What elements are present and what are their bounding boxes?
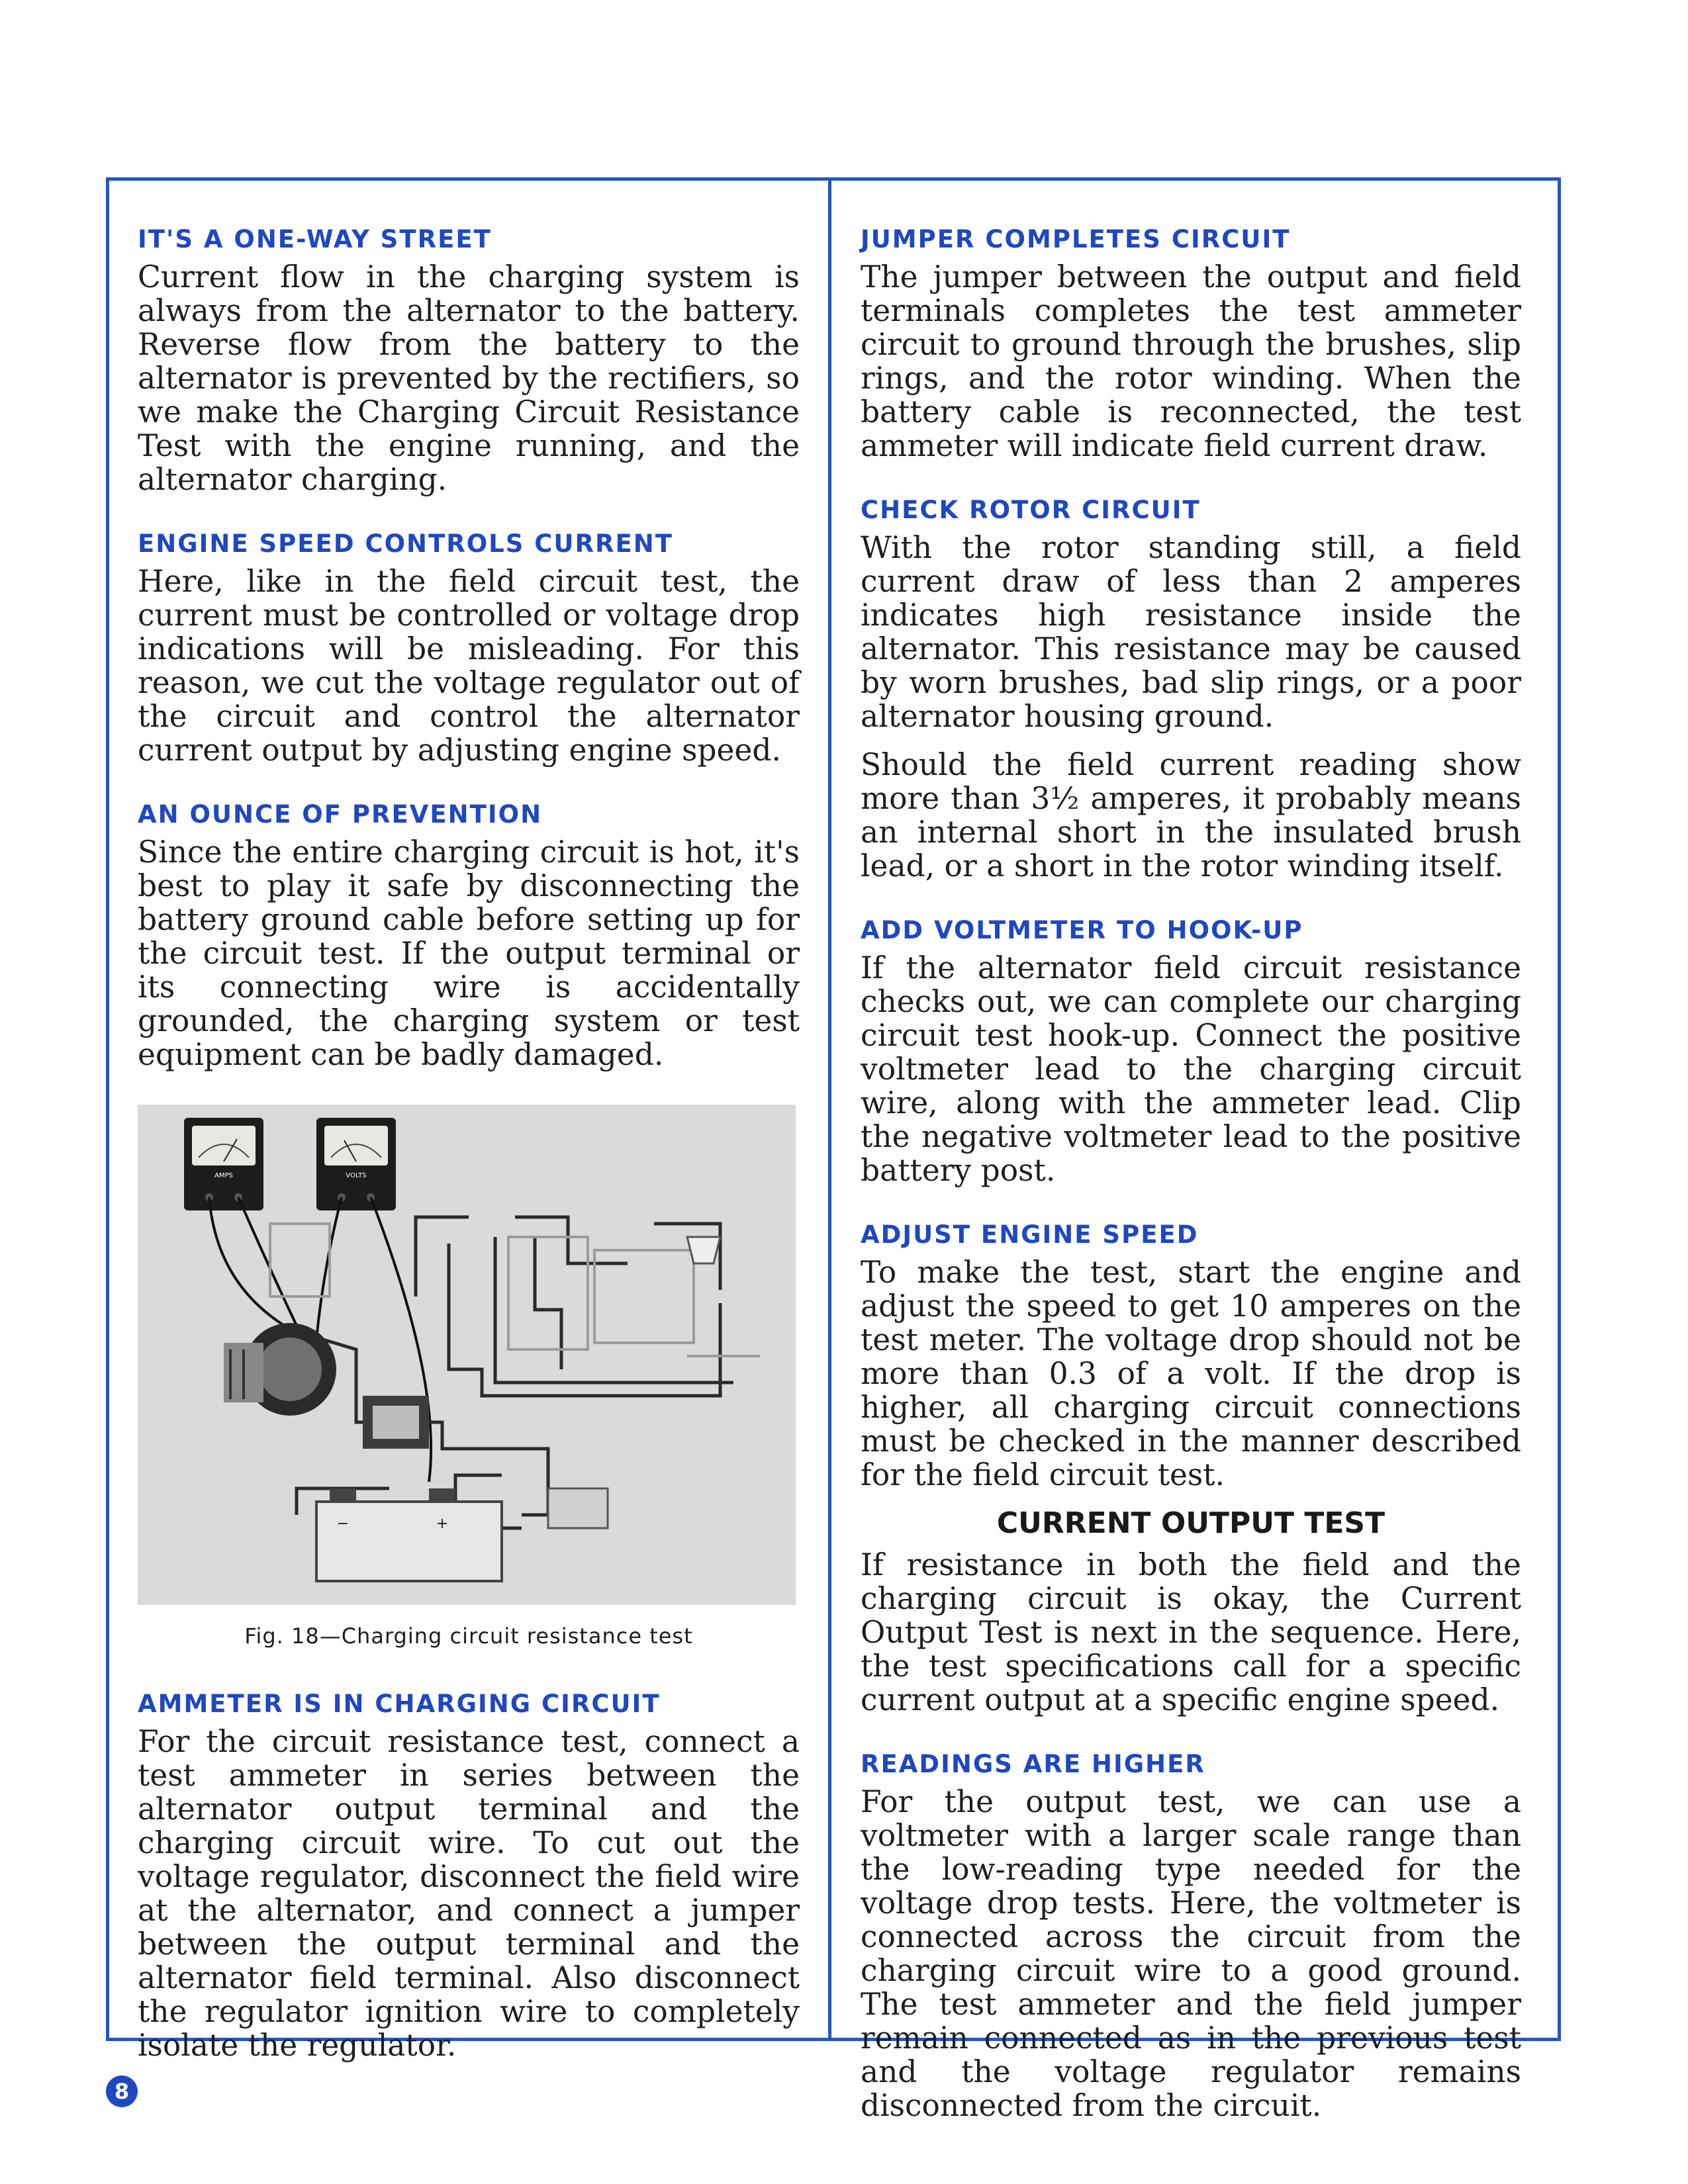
section-paragraph: Should the field current reading show more than 3½ amperes, it probably means an internal short in the insulated brush lead, or a short in the rotor winding itself.	[861, 747, 1521, 884]
section-adjust-engine-speed	[861, 1220, 1521, 1492]
page-number-badge: 8	[106, 2075, 138, 2107]
section-paragraph: Here, like in the field circuit test, the current must be controlled or voltage drop indications will be misleading. For this reason, we cut the voltage regulator out of the circuit and control the alternator current output by adjusting engine speed.	[138, 564, 800, 768]
right-column	[861, 225, 1521, 2156]
section-heading: ENGINE SPEED CONTROLS CURRENT	[138, 529, 673, 558]
section-add-voltmeter	[861, 916, 1521, 1187]
section-paragraph: For the output test, we can use a voltmeter with a larger scale range than the low-reading type needed for the voltage drop tests. Here, the voltmeter is connected across the circuit from the charging circuit wire to a good ground. The test ammeter and the field jumper remain connected as in the previous test and the voltage regulator remains disconnected from the circuit.	[861, 1784, 1521, 2123]
section-paragraph: If resistance in both the field and the charging circuit is okay, the Current Output Test is next in the sequence. Here, the test specifications call for a specific current output at a specific engine speed.	[861, 1547, 1521, 1717]
section-heading: AMMETER IS IN CHARGING CIRCUIT	[138, 1690, 661, 1718]
section-paragraph: If the alternator field circuit resistance checks out, we can complete our charging circuit test hook-up. Connect the positive voltmeter lead to the charging circuit wire, along with the ammeter lead. Clip the negative voltmeter lead to the positive battery post.	[861, 950, 1521, 1188]
section-paragraph: Current flow in the charging system is always from the alternator to the battery. Reverse flow from the battery to the alternator is prevented by the rectifiers, so we make the Charging Circuit Resistance Test with the engine running, and the alternator charging.	[138, 259, 800, 497]
section-paragraph: To make the test, start the engine and adjust the speed to get 10 amperes on the test meter. The voltage drop should not be more than 0.3 of a volt. If the drop is higher, all charging circuit connections must be checked in the manner described for the field circuit test.	[861, 1255, 1521, 1492]
section-heading: CHECK ROTOR CIRCUIT	[861, 496, 1201, 524]
voltage-regulator	[363, 1396, 429, 1449]
center-heading: CURRENT OUTPUT TEST	[996, 1506, 1385, 1540]
section-heading: IT'S A ONE-WAY STREET	[138, 225, 492, 253]
section-heading: ADJUST ENGINE SPEED	[861, 1220, 1199, 1249]
section-heading: READINGS ARE HIGHER	[861, 1750, 1205, 1778]
section-engine-speed	[138, 529, 800, 767]
column-divider	[828, 177, 831, 2041]
section-heading: ADD VOLTMETER TO HOOK-UP	[861, 916, 1303, 944]
section-paragraph: For the circuit resistance test, connect a test ammeter in series between the alternator output terminal and the charging circuit wire. To cut out the voltage regulator, disconnect the field wire at the alternator, and connect a jumper between the output terminal and the alternator field terminal. Also disconnect the regulator ignition wire to completely isolate the regulator.	[138, 1724, 800, 2063]
section-ammeter-in-circuit	[138, 1690, 800, 2062]
harness-wires	[290, 1217, 733, 1528]
ammeter-meter	[184, 1118, 263, 1210]
section-ounce-of-prevention	[138, 800, 800, 1071]
engine-frame	[270, 1224, 760, 1356]
ammeter-label: AMPS	[214, 1172, 233, 1179]
section-paragraph: The jumper between the output and field terminals completes the test ammeter circuit to ground through the brushes, slip rings, and the rotor winding. When the battery cable is reconnected, the test ammeter will indicate field current draw.	[861, 259, 1521, 463]
section-paragraph: Since the entire charging circuit is hot, it's best to play it safe by disconnecting the battery ground cable before setting up for the circuit test. If the output terminal or its connecting wire is accidentally grounded, the charging system or test equipment can be badly damaged.	[138, 835, 800, 1072]
section-current-output-test	[861, 1506, 1521, 1717]
voltmeter-label: VOLTS	[346, 1172, 367, 1179]
starter-motor	[548, 1488, 608, 1528]
charging-circuit-figure	[138, 1105, 796, 1605]
wiring-diagram	[138, 1105, 796, 1605]
section-heading: AN OUNCE OF PREVENTION	[138, 800, 543, 829]
alternator	[224, 1323, 336, 1416]
battery-minus-label: −	[336, 1516, 350, 1532]
section-readings-higher	[861, 1750, 1521, 2122]
section-one-way-street	[138, 225, 800, 496]
section-heading: JUMPER COMPLETES CIRCUIT	[861, 225, 1291, 253]
battery-plus-label: +	[436, 1516, 449, 1532]
dash-gauge	[687, 1237, 720, 1263]
figure-caption: Fig. 18—Charging circuit resistance test	[244, 1623, 693, 1649]
voltmeter-meter	[316, 1118, 396, 1210]
section-paragraph: With the rotor standing still, a field current draw of less than 2 amperes indicates high resistance inside the alternator. This resistance may be caused by worn brushes, bad slip rings, or a poor alternator housing ground.	[861, 530, 1521, 734]
section-jumper-completes	[861, 225, 1521, 463]
battery	[316, 1488, 502, 1581]
left-column	[138, 225, 800, 2095]
section-check-rotor	[861, 496, 1521, 883]
